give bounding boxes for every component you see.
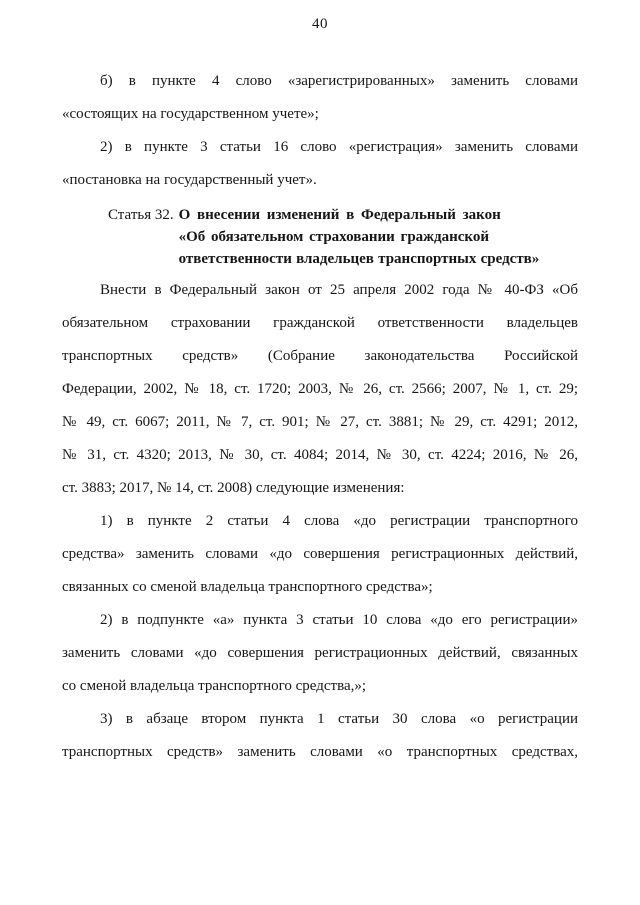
text-line: № 31, ст. 4320; 2013, № 30, ст. 4084; 2014, № 30, ст. 4224; 2016, № 26,: [62, 447, 578, 463]
text-line: Федерации, 2002, № 18, ст. 1720; 2003, № 26, ст. 2566; 2007, № 1, ст. 29;: [62, 381, 578, 397]
article-title: [179, 204, 540, 270]
paragraph-item-2: [62, 131, 578, 197]
article-heading: [108, 204, 578, 270]
paragraph-intro: [62, 274, 578, 505]
article-number-label: Статья 32.: [108, 207, 174, 223]
text-line: 2) в пункте 3 статьи 16 слово «регистрация» заменить словами: [100, 139, 578, 155]
text-line: «постановка на государственный учет».: [62, 172, 317, 188]
article-title-line: ответственности владельцев транспортных средств»: [178, 251, 540, 267]
text-line: средства» заменить словами «до совершения регистрационных действий,: [62, 546, 578, 562]
text-line: со сменой владельца транспортного средства,»;: [62, 678, 367, 694]
article-title-line: О внесении изменений в Федеральный закон: [178, 207, 501, 223]
text-line: транспортных средств» заменить словами «о транспортных средствах,: [62, 744, 578, 760]
paragraph-amendment-2: [62, 604, 578, 703]
text-line: связанных со сменой владельца транспортного средства»;: [62, 579, 433, 595]
text-line: 3) в абзаце втором пункта 1 статьи 30 слова «о регистрации: [100, 711, 578, 727]
text-line: б) в пункте 4 слово «зарегистрированных» заменить словами: [100, 73, 578, 89]
text-line: 1) в пункте 2 статьи 4 слова «до регистрации транспортного: [100, 513, 578, 529]
paragraph-subitem-b: [62, 65, 578, 131]
text-line: обязательном страховании гражданской ответственности владельцев: [62, 315, 578, 331]
paragraph-amendment-1: [62, 505, 578, 604]
document-body: [62, 65, 578, 769]
text-line: 2) в подпункте «а» пункта 3 статьи 10 слова «до его регистрации»: [100, 612, 578, 628]
text-line: «состоящих на государственном учете»;: [62, 106, 319, 122]
page-number: 40: [312, 16, 328, 32]
paragraph-amendment-3: [62, 703, 578, 769]
text-line: № 49, ст. 6067; 2011, № 7, ст. 901; № 27, ст. 3881; № 29, ст. 4291; 2012,: [62, 414, 578, 430]
text-line: транспортных средств» (Собрание законодательства Российской: [62, 348, 578, 364]
text-line: заменить словами «до совершения регистрационных действий, связанных: [62, 645, 578, 661]
article-title-line: «Об обязательном страховании гражданской: [178, 229, 490, 245]
text-line: ст. 3883; 2017, № 14, ст. 2008) следующие изменения:: [62, 480, 405, 496]
text-line: Внести в Федеральный закон от 25 апреля 2002 года № 40-ФЗ «Об: [100, 282, 578, 298]
